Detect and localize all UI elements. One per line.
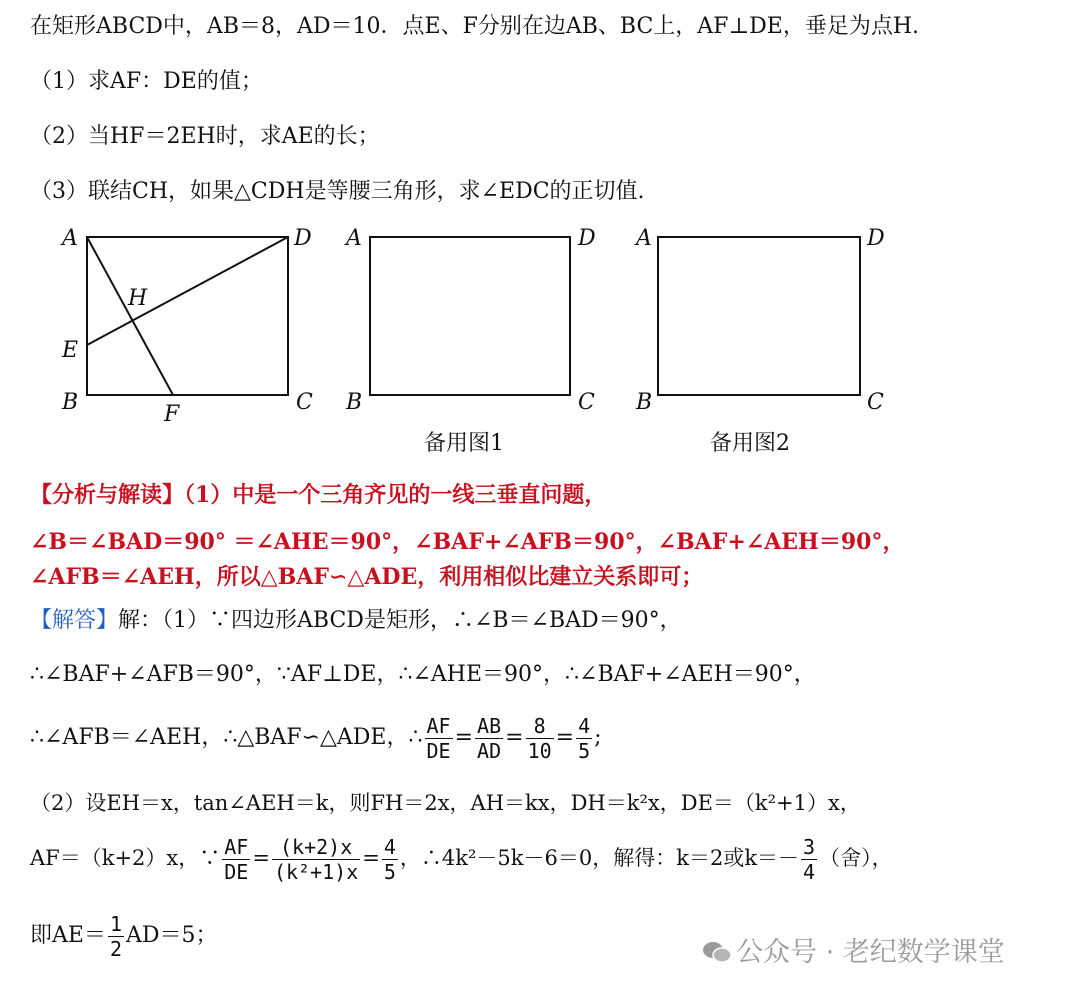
answer-line-6 bbox=[30, 906, 218, 966]
answer-line-4: （2）设EH＝x，tan∠AEH＝k，则FH＝2x，AH＝kx，DH＝k²x，DE＝（k²+1）x， bbox=[30, 791, 861, 815]
answer-line-5: AF＝（k+2）x，∵ $\frac{AF}{DE}$ = $\frac{(k+2)x}{\text{(k²+1)x}}$ = $\frac{4}{5}$ ，∴4k²－5k－6＝0，解得：k＝2或k＝－ $\frac{3}{4}$ （舍）， bbox=[30, 835, 893, 884]
label-D: D bbox=[294, 226, 312, 251]
spare-rectangle-1 bbox=[370, 237, 570, 395]
spare2-label-B: B bbox=[636, 390, 653, 415]
answer-line-1 bbox=[30, 606, 682, 636]
question-3: （3）联结CH，如果△CDH是等腰三角形，求∠EDC的正切值. bbox=[30, 179, 645, 204]
fraction-4-5-2: $\frac{4}{5}$ bbox=[383, 835, 396, 884]
segment-AF bbox=[87, 237, 173, 395]
fraction-3-4: $\frac{3}{4}$ bbox=[803, 835, 816, 884]
spare2-label-D: D bbox=[867, 226, 885, 251]
problem-intro: 在矩形ABCD中，AB＝8，AD＝10．点E、F分别在边AB、BC上，AF⊥DE，垂足为点H. bbox=[30, 14, 920, 39]
answer-heading: 【解答】 bbox=[30, 608, 119, 633]
spare1-label-C: C bbox=[578, 390, 595, 415]
wechat-icon bbox=[702, 940, 732, 964]
analysis-heading: 【分析与解读】 bbox=[30, 482, 185, 508]
question-1: （1）求AF：DE的值； bbox=[30, 69, 263, 94]
label-E: E bbox=[62, 338, 79, 363]
question-2: （2）当HF＝2EH时，求AE的长； bbox=[30, 124, 380, 149]
label-F: F bbox=[164, 402, 180, 427]
label-B: B bbox=[62, 390, 79, 415]
answer-line-5-prefix: AF＝（k+2）x，∵ bbox=[30, 846, 221, 870]
spare2-caption: 备用图2 bbox=[710, 431, 790, 456]
answer-line-3-text: ∴∠AFB＝∠AEH，∴△BAF∽△ADE，∴ bbox=[30, 725, 423, 750]
spare1-label-D: D bbox=[578, 226, 596, 251]
fraction-8-10: $\frac{8}{10}$ bbox=[527, 713, 552, 763]
analysis-text-1: （1）中是一个三角齐见的一线三垂直问题， bbox=[184, 482, 607, 508]
spare1-caption: 备用图1 bbox=[424, 431, 504, 456]
label-H: H bbox=[128, 286, 148, 311]
answer-line-5-suffix: ，∴4k²－5k－6＝0，解得：k＝2或k＝ bbox=[399, 846, 779, 870]
label-A: A bbox=[62, 226, 78, 251]
answer-line-5-end: （舍）， bbox=[819, 846, 893, 870]
answer-line-6-suffix: AD＝5； bbox=[126, 923, 218, 948]
answer-line-3: ∴∠AFB＝∠AEH，∴△BAF∽△ADE，∴ $\frac{AF}{DE}$ = $\frac{AB}{AD}$ = $\frac{8}{10}$ = $\frac{4}{5}$ ; bbox=[30, 713, 602, 763]
fraction-af-de: $\frac{AF}{DE}$ bbox=[426, 713, 451, 763]
fraction-1-2: $\frac{1}{2}$ bbox=[109, 911, 122, 961]
analysis-line-3: ∠AFB＝∠AEH，所以△BAF∽△ADE，利用相似比建立关系即可； bbox=[30, 564, 704, 590]
fraction-4-5: $\frac{4}{5}$ bbox=[578, 713, 591, 763]
answer-text-1: 解：（1）∵四边形ABCD是矩形，∴∠B＝∠BAD＝90°， bbox=[118, 608, 682, 633]
analysis-line-1 bbox=[30, 480, 606, 510]
fraction-af-de-2: $\frac{AF}{DE}$ bbox=[224, 835, 249, 884]
fraction-ab-ad: $\frac{AB}{AD}$ bbox=[477, 713, 502, 763]
label-C: C bbox=[296, 390, 313, 415]
spare1-label-B: B bbox=[346, 390, 363, 415]
spare2-label-C: C bbox=[867, 390, 884, 415]
spare-rectangle-2 bbox=[658, 237, 860, 395]
watermark-text: 公众号 · 老纪数学课堂 bbox=[736, 937, 1005, 968]
geometry-figures bbox=[0, 225, 1080, 455]
watermark bbox=[702, 930, 1005, 969]
answer-line-6-prefix: 即AE＝ bbox=[30, 923, 106, 948]
fraction-k-expr: $\frac{(k+2)x}{\text{(k²+1)x}}$ bbox=[273, 835, 359, 884]
answer-line-2: ∴∠BAF+∠AFB＝90°，∵AF⊥DE，∴∠AHE＝90°，∴∠BAF+∠AEH＝90°， bbox=[30, 662, 816, 687]
spare1-label-A: A bbox=[346, 226, 362, 251]
main-rectangle bbox=[87, 237, 288, 395]
analysis-line-2: ∠B＝∠BAD＝90° ＝∠AHE＝90°，∠BAF+∠AFB＝90°，∠BAF+∠AEH＝90°， bbox=[30, 529, 905, 555]
spare2-label-A: A bbox=[636, 226, 652, 251]
